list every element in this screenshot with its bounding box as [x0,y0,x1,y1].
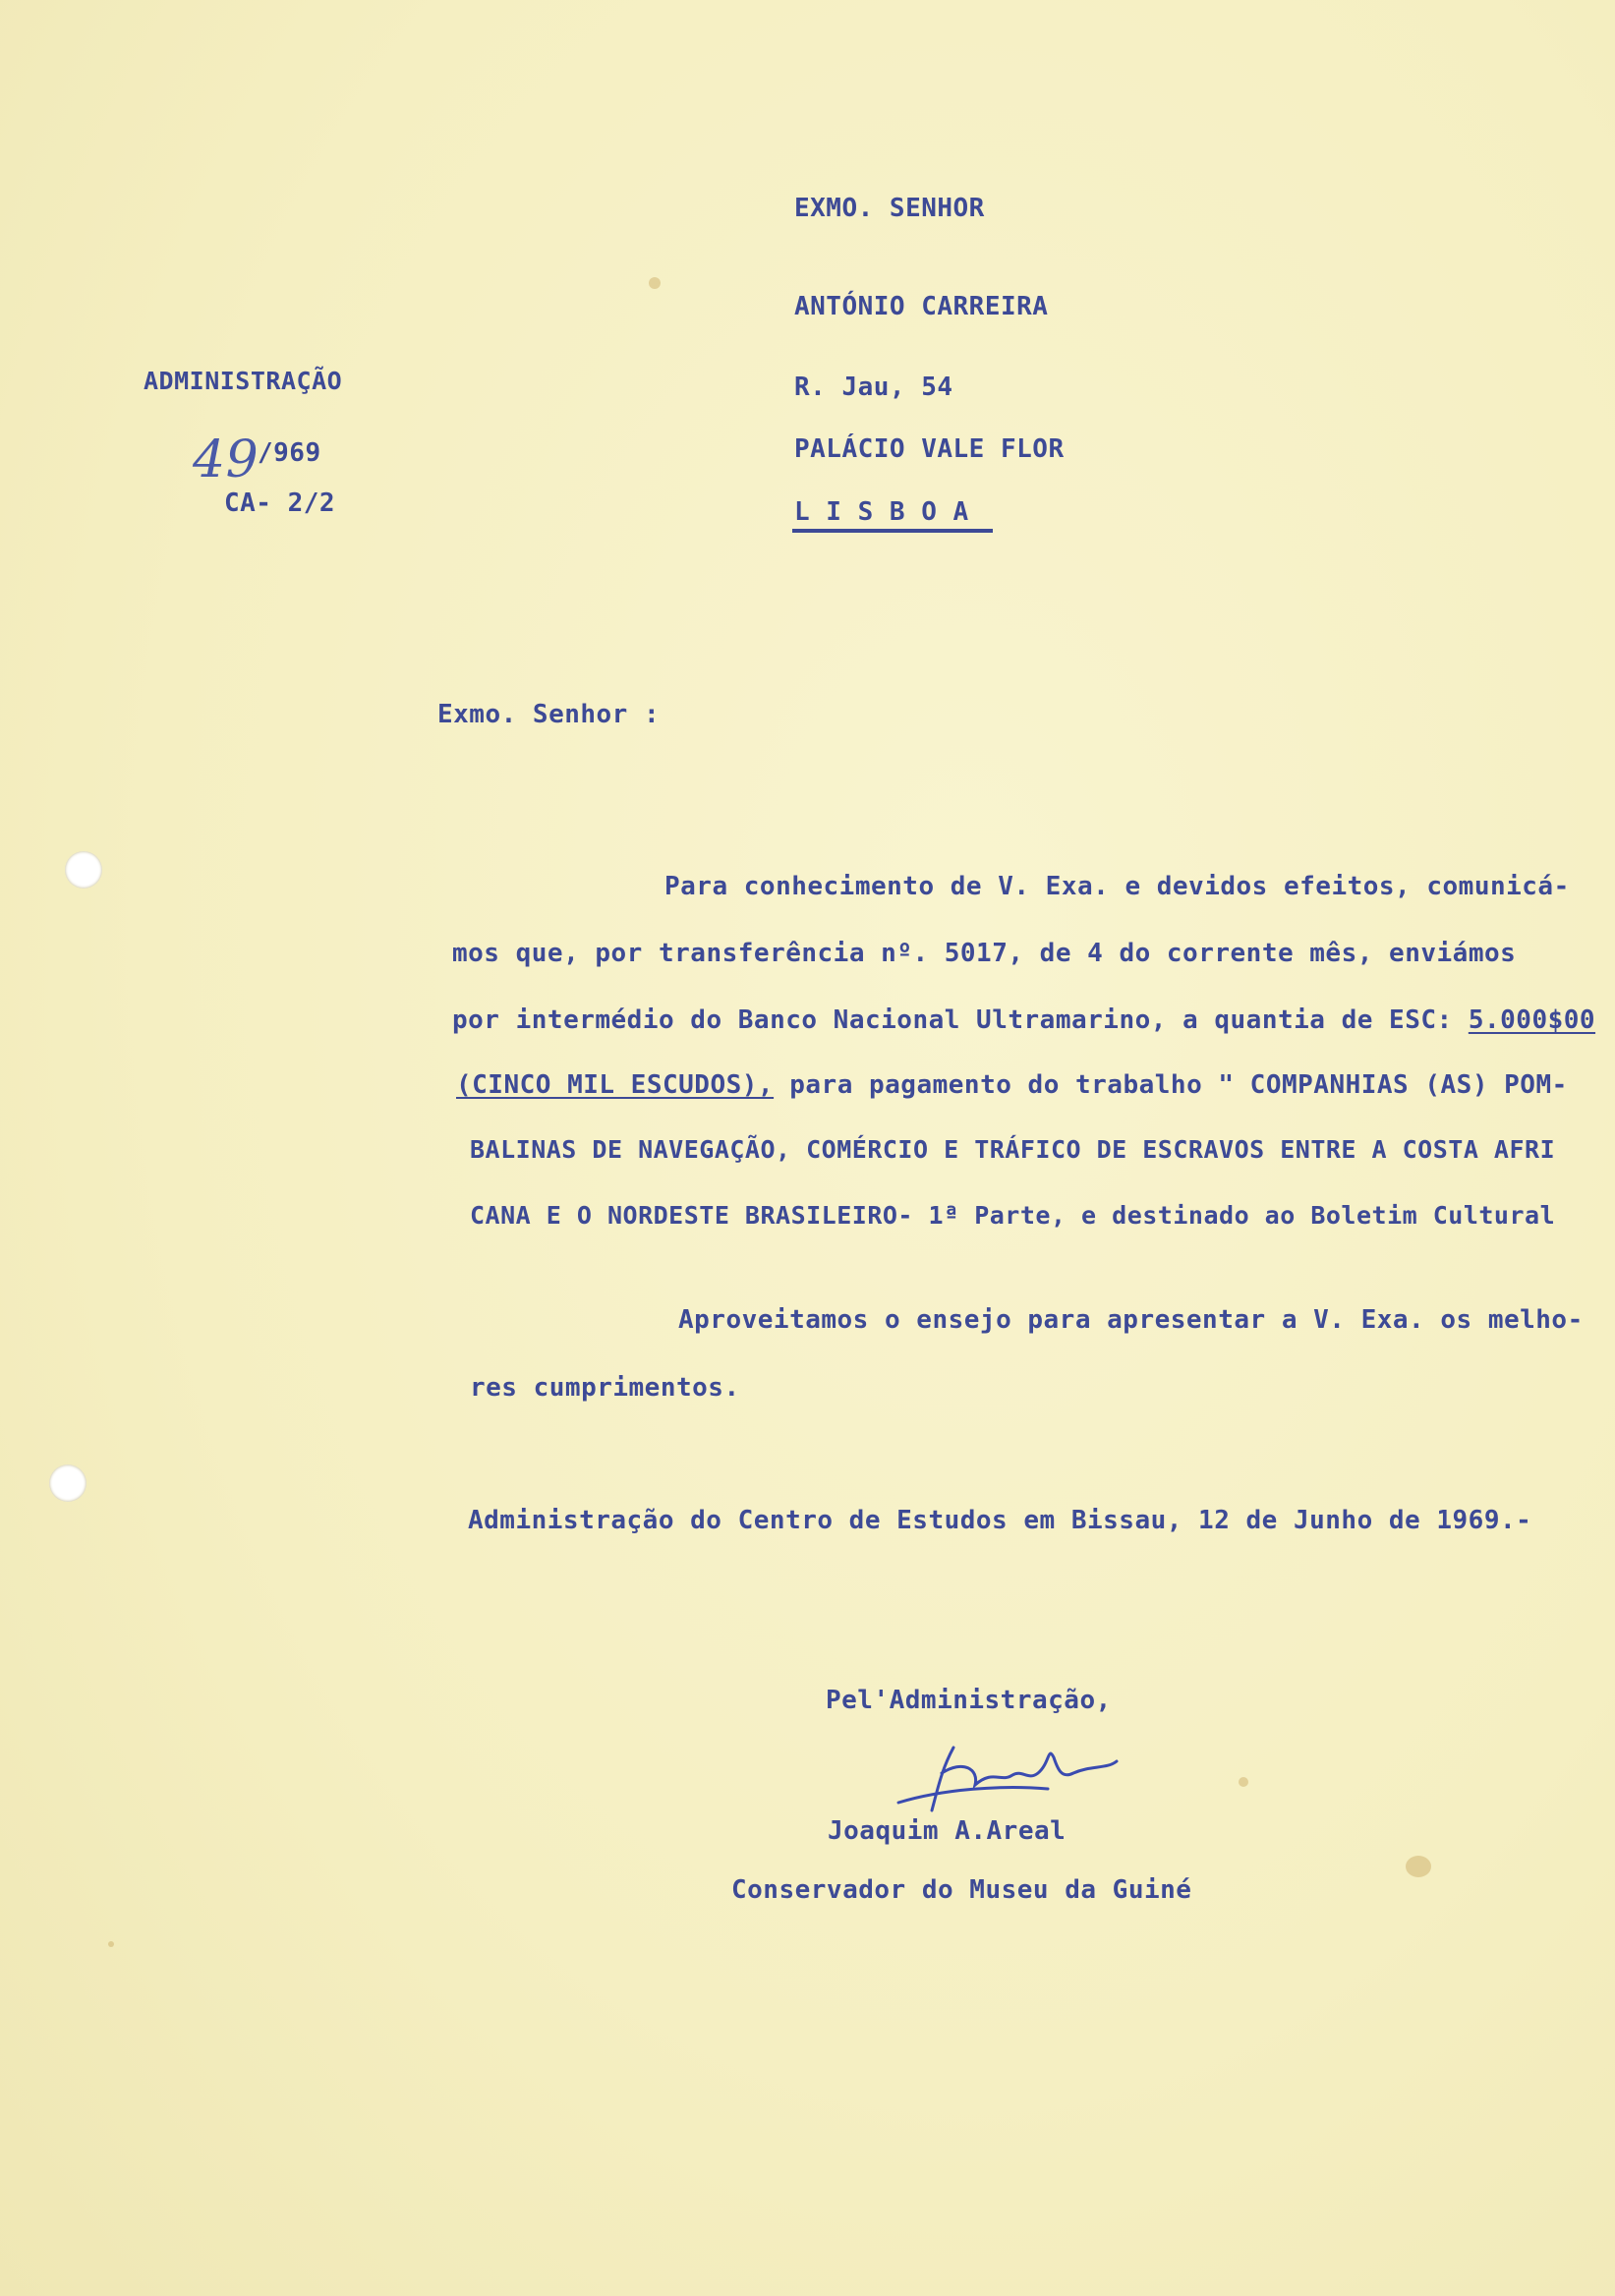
stain-spot [108,1941,114,1947]
closing-place-date: Administração do Centro de Estudos em Bissau, 12 de Junho de 1969.- [468,1506,1532,1535]
amount-words: (CINCO MIL ESCUDOS), [456,1070,775,1100]
signature-on-behalf: Pel'Administração, [826,1686,1112,1715]
body-line-2: mos que, por transferência nº. 5017, de 4 do corrente mês, enviámos [452,939,1517,968]
stain-spot [1406,1856,1431,1877]
body-p2-line-1: Aproveitamos o ensejo para apresentar a V. Exa. os melho- [678,1305,1584,1335]
reference-code: CA- 2/2 [224,488,336,518]
body-line-5: BALINAS DE NAVEGAÇÃO, COMÉRCIO E TRÁFICO DE ESCRAVOS ENTRE A COSTA AFRI [470,1135,1556,1164]
body-p2-line-2: res cumprimentos. [470,1373,740,1403]
body-line-1: Para conhecimento de V. Exa. e devidos efeitos, comunicá- [664,872,1570,901]
body-line-4 [456,1070,1568,1100]
recipient-street: R. Jau, 54 [794,373,953,402]
punch-hole-top [65,851,102,889]
body-line-4-text: para pagamento do trabalho " COMPANHIAS (AS) POM- [789,1070,1568,1100]
greeting: Exmo. Senhor : [437,700,661,729]
recipient-salutation: EXMO. SENHOR [794,194,985,223]
body-line-6: CANA E O NORDESTE BRASILEIRO- 1ª Parte, e destinado ao Boletim Cultural [470,1201,1556,1230]
recipient-city: L I S B O A [794,497,969,527]
punch-hole-bottom [49,1464,87,1502]
body-line-3-text: por intermédio do Banco Nacional Ultramarino, a quantia de ESC: [452,1005,1453,1035]
reference-office: ADMINISTRAÇÃO [144,367,343,395]
body-line-3 [452,1005,1595,1035]
signature-name: Joaquim A.Areal [828,1816,1067,1846]
city-underline [792,529,993,533]
stain-spot [649,277,661,289]
recipient-name: ANTÓNIO CARREIRA [794,292,1049,321]
signature-title: Conservador do Museu da Guiné [731,1875,1192,1905]
amount-value: 5.000$00 [1468,1005,1596,1035]
reference-year: /969 [258,438,321,468]
reference-number-handwritten: 49 [193,430,260,489]
recipient-building: PALÁCIO VALE FLOR [794,434,1065,464]
stain-spot [1239,1777,1248,1787]
handwritten-signature [885,1730,1140,1828]
